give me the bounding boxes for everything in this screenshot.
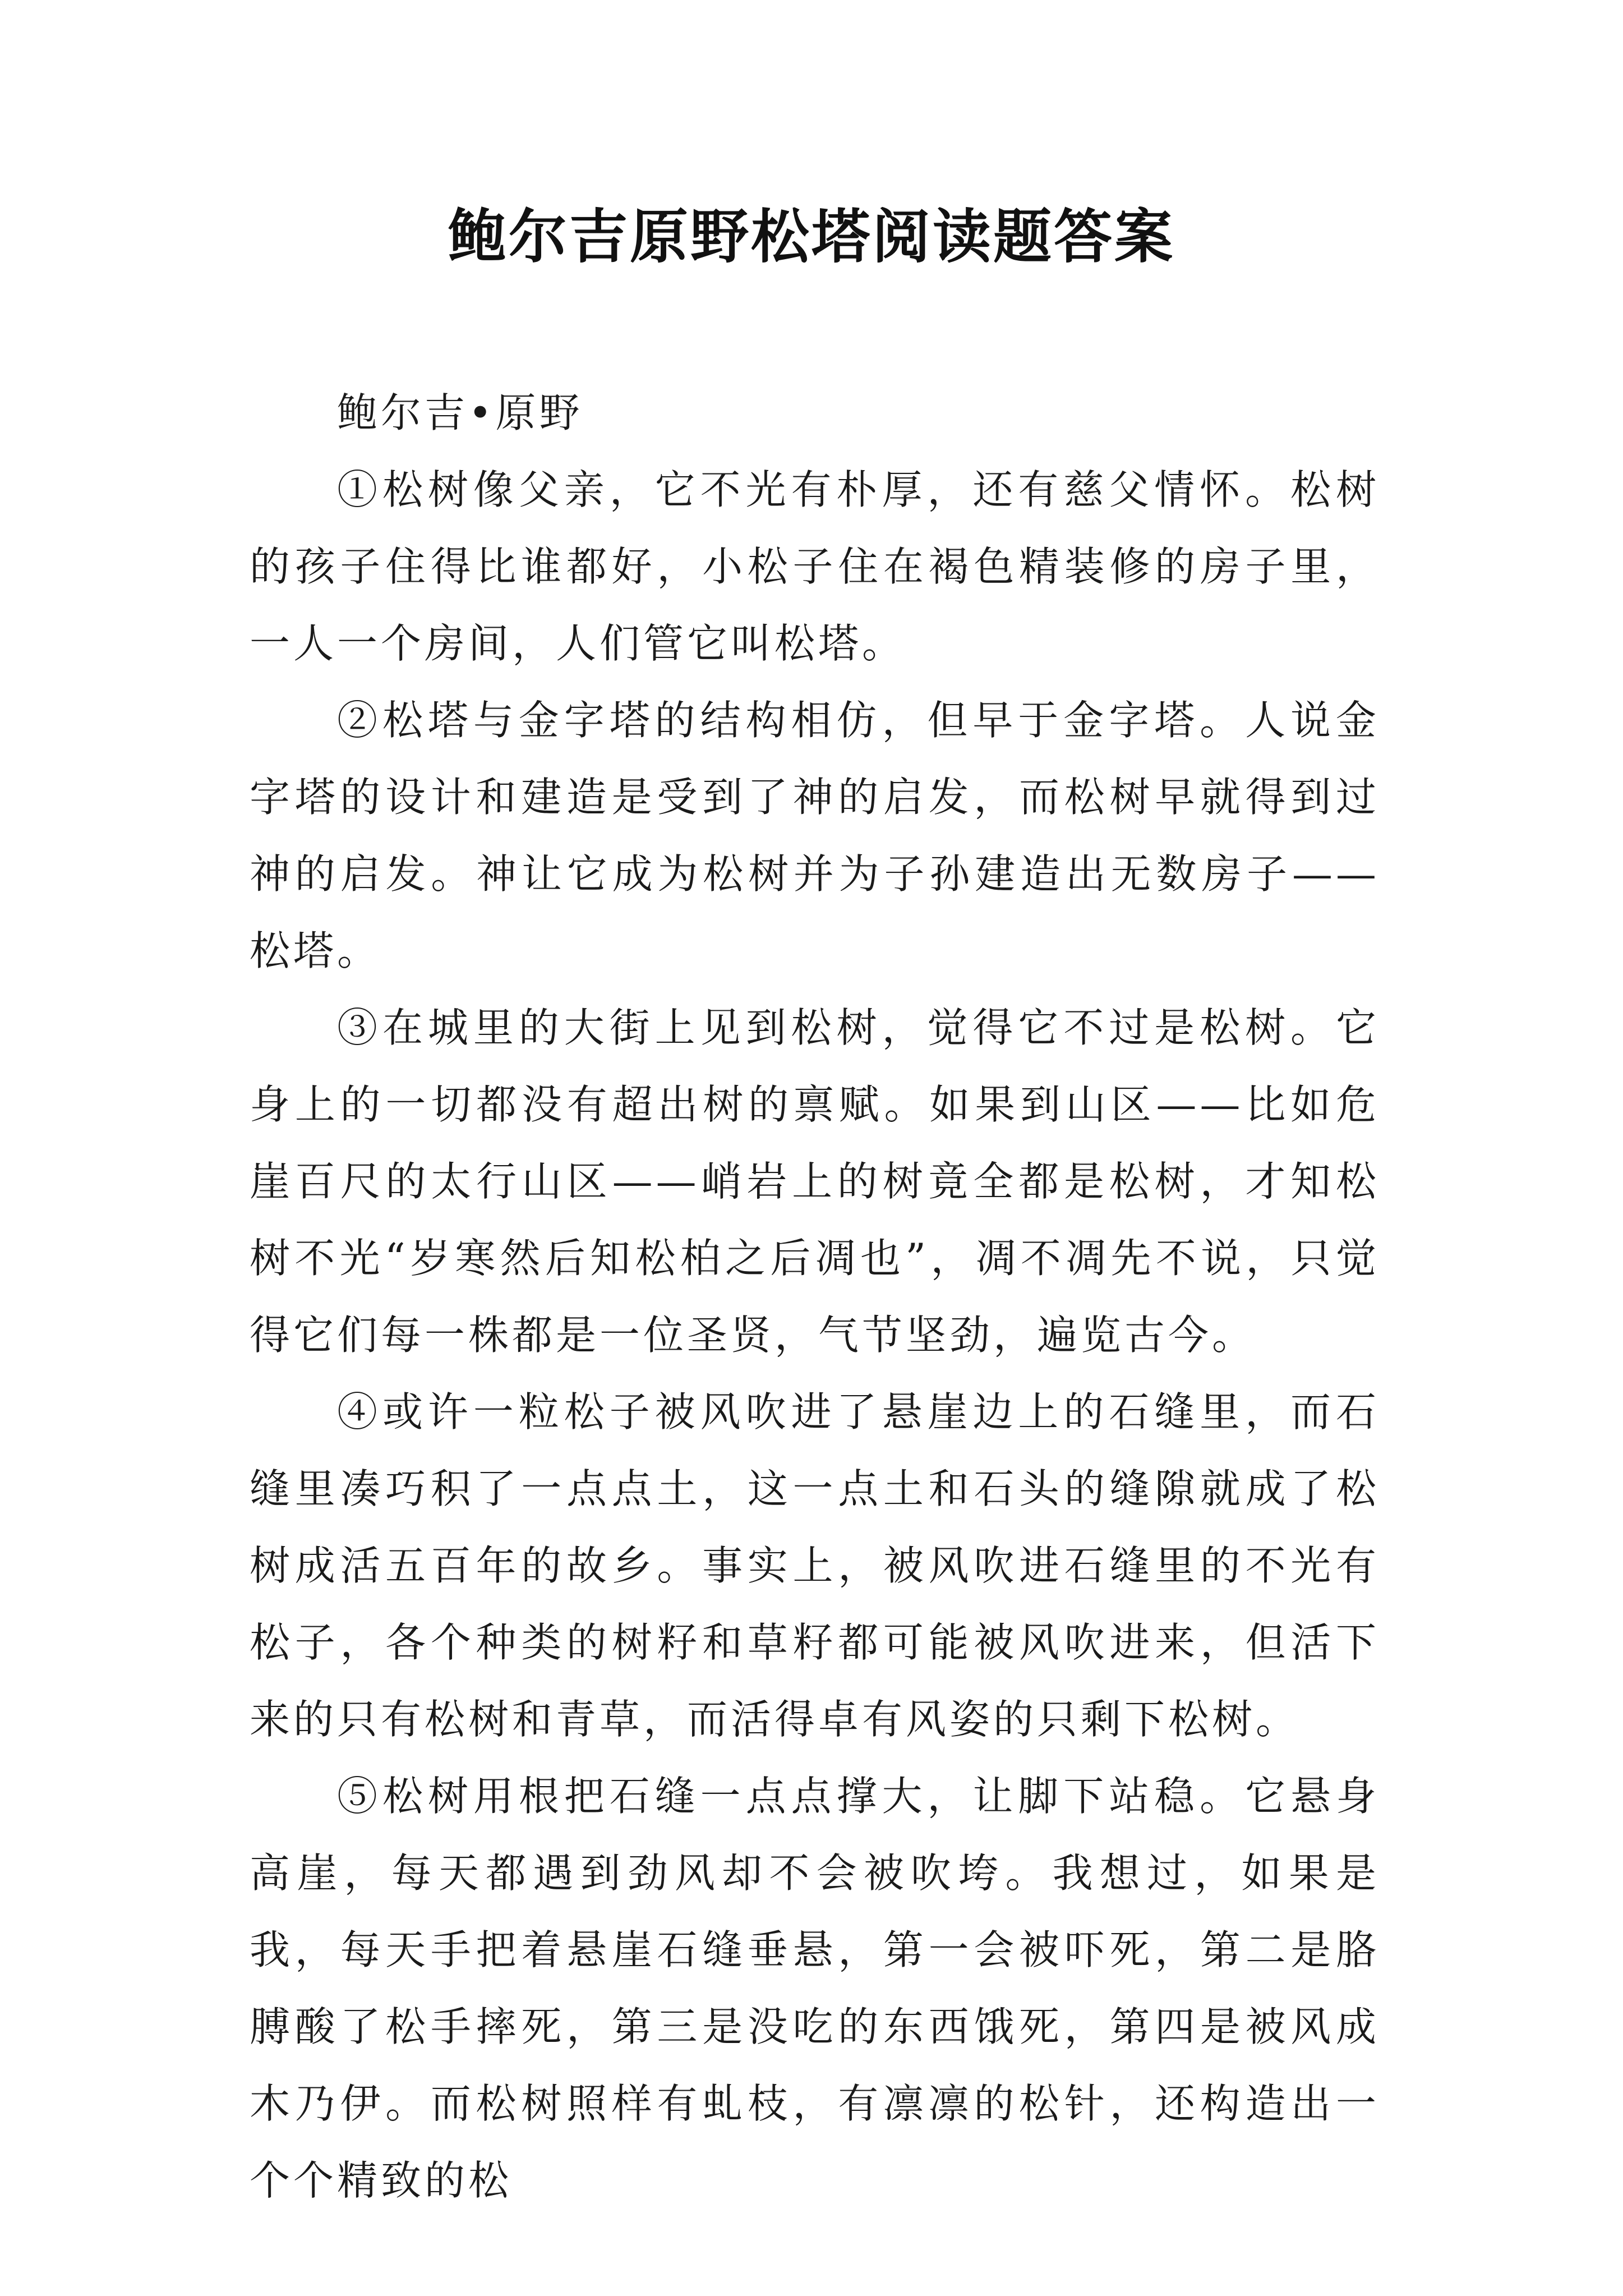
author-byline: 鲍尔吉•原野: [337, 389, 583, 436]
document-title: 鲍尔吉原野松塔阅读题答案: [448, 202, 1175, 271]
paragraph-2: ②松塔与金字塔的结构相仿，但早于金字塔。人说金字塔的设计和建造是受到了神的启发，而松树早就得到过神的启发。神让它成为松树并为子孙建造出无数房子——松塔。: [250, 697, 1380, 974]
document-body: [250, 375, 1380, 2219]
paragraph-4: ④或许一粒松子被风吹进了悬崖边上的石缝里，而石缝里凑巧积了一点点土，这一点土和石头的缝隙就成了松树成活五百年的故乡。事实上，被风吹进石缝里的不光有松子，各个种类的树籽和草籽都可能被风吹进来，但活下来的只有松树和青草，而活得卓有风姿的只剩下松树。: [250, 1388, 1380, 1743]
paragraph-3: ③在城里的大街上见到松树，觉得它不过是松树。它身上的一切都没有超出树的禀赋。如果到山区——比如危崖百尺的太行山区——峭岩上的树竟全都是松树，才知松树不光“岁寒然后知松柏之后凋也”，凋不凋先不说，只觉得它们每一株都是一位圣贤，气节坚劲，遍览古今。: [250, 1004, 1380, 1359]
paragraph-1: ①松树像父亲，它不光有朴厚，还有慈父情怀。松树的孩子住得比谁都好，小松子住在褐色精装修的房子里，一人一个房间，人们管它叫松塔。: [250, 466, 1380, 667]
paragraph-5: ⑤松树用根把石缝一点点撑大，让脚下站稳。它悬身高崖，每天都遇到劲风却不会被吹垮。我想过，如果是我，每天手把着悬崖石缝垂悬，第一会被吓死，第二是胳膊酸了松手摔死，第三是没吃的东西饿死，第四是被风成木乃伊。而松树照样有虬枝，有凛凛的松针，还构造出一个个精致的松: [250, 1773, 1380, 2204]
